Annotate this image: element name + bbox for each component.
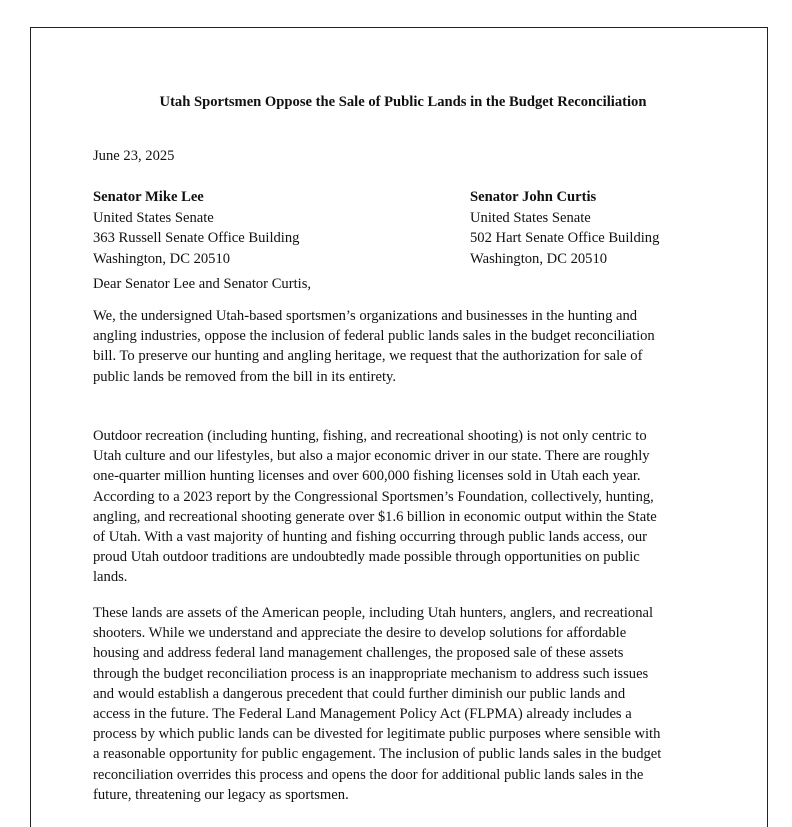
salutation: Dear Senator Lee and Senator Curtis, (93, 276, 312, 292)
text-line: bill. To preserve our hunting and angling heritage, we request that the authorization for sale of (93, 348, 643, 365)
address-line: Washington, DC 20510 (93, 250, 231, 267)
paragraph-2 (93, 426, 713, 588)
recipient-address-lee (93, 187, 299, 269)
text-line: of Utah. With a vast majority of hunting and fishing occurring through public lands access, our (93, 529, 647, 546)
text-line: public lands be removed from the bill in its entirety. (93, 368, 397, 385)
letter-title: Utah Sportsmen Oppose the Sale of Public Lands in the Budget Reconciliation (159, 94, 647, 110)
address-line: United States Senate (470, 209, 591, 226)
recipient-address-curtis (470, 187, 659, 269)
recipient-name: Senator John Curtis (470, 189, 597, 205)
document-page (30, 27, 768, 827)
text-line: These lands are assets of the American people, including Utah hunters, anglers, and recreational (93, 605, 654, 621)
paragraph-3 (93, 603, 713, 805)
text-line: future, threatening our legacy as sportsmen. (93, 786, 349, 803)
text-line: process by which public lands can be divested for legitimate public purposes where sensible with (93, 726, 661, 743)
text-line: angling, and recreational shooting generate over $1.6 billion in economic output within the State (93, 508, 657, 525)
text-line: reconciliation overrides this process and opens the door for additional public lands sales in the (93, 766, 644, 783)
text-line: through the budget reconciliation process is an inappropriate mechanism to address such issues (93, 665, 649, 682)
text-line: shooters. While we understand and appreciate the desire to develop solutions for affordable (93, 625, 627, 642)
text-line: angling industries, oppose the inclusion of federal public lands sales in the budget reconciliation (93, 328, 655, 345)
text-line: Outdoor recreation (including hunting, fishing, and recreational shooting) is not only centric to (93, 428, 647, 444)
text-line: lands. (93, 569, 128, 586)
paragraph-1 (93, 306, 713, 387)
text-line: According to a 2023 report by the Congressional Sportsmen’s Foundation, collectively, hunting, (93, 488, 654, 505)
address-line: Washington, DC 20510 (470, 250, 608, 267)
address-line: United States Senate (93, 209, 214, 226)
text-line: Utah culture and our lifestyles, but also a major economic driver in our state. There are roughly (93, 448, 650, 465)
text-line: proud Utah outdoor traditions are undoubtedly made possible through opportunities on public (93, 549, 640, 566)
text-line: one-quarter million hunting licenses and over 600,000 fishing licenses sold in Utah each year. (93, 468, 641, 485)
recipient-name: Senator Mike Lee (93, 189, 204, 205)
text-line: We, the undersigned Utah-based sportsmen’s organizations and businesses in the hunting and (93, 308, 638, 324)
address-line: 502 Hart Senate Office Building (470, 230, 660, 247)
text-line: housing and address federal land management challenges, the proposed sale of these assets (93, 645, 624, 662)
text-line: a reasonable opportunity for public engagement. The inclusion of public lands sales in the budget (93, 746, 662, 763)
letter-date: June 23, 2025 (93, 148, 175, 164)
text-line: access in the future. The Federal Land Management Policy Act (FLPMA) already includes a (93, 706, 632, 723)
address-line: 363 Russell Senate Office Building (93, 230, 300, 247)
text-line: and would establish a dangerous precedent that could further diminish our public lands and (93, 685, 626, 702)
